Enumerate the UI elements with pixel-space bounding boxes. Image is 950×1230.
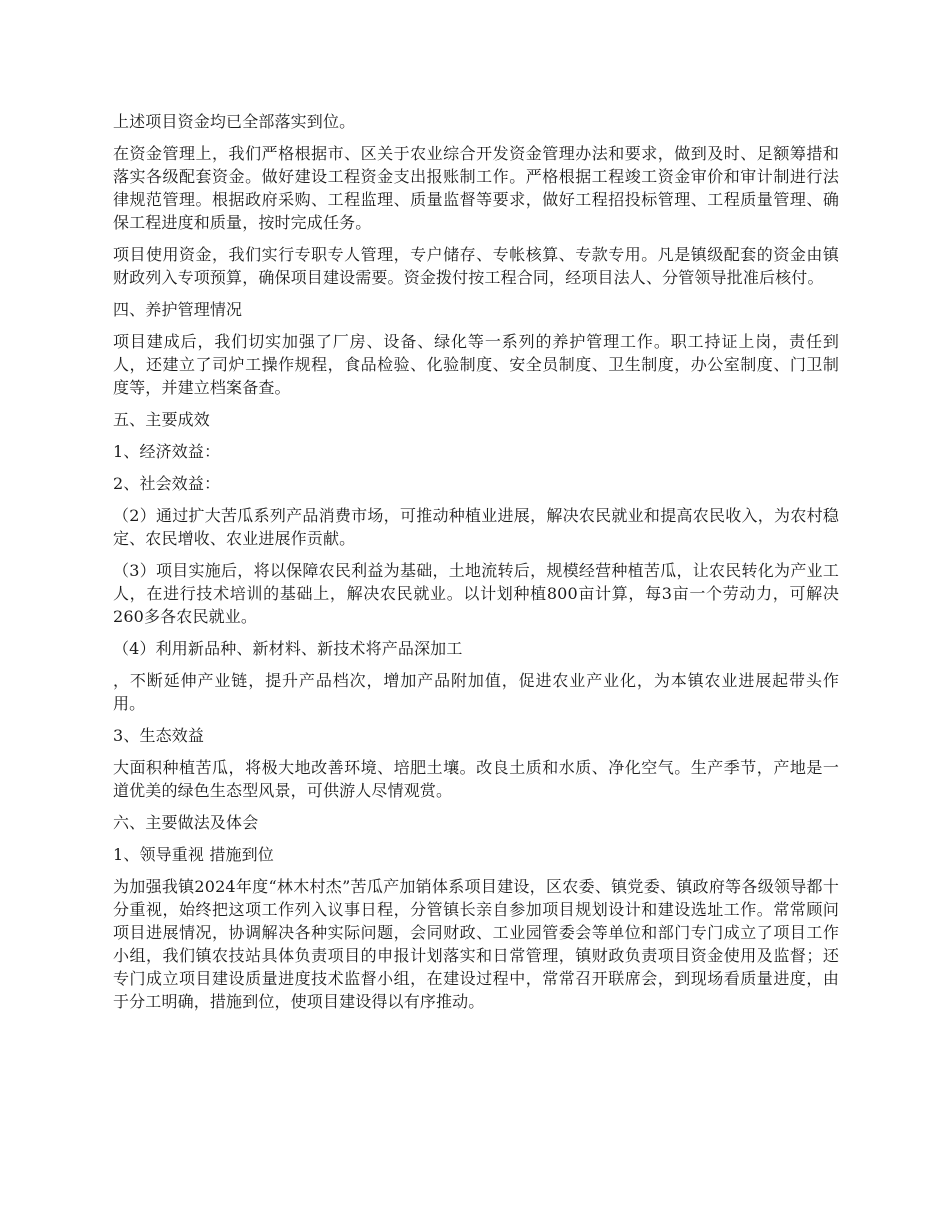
paragraph-maintenance: 项目建成后，我们切实加强了厂房、设备、绿化等一系列的养护管理工作。职工持证上岗，责任到人，还建立了司炉工操作规程，食品检验、化验制度、安全员制度、卫生制度，办公室制度、门卫制度等，并建立档案备查。 xyxy=(113,332,839,397)
paragraph-funds-in-place: 上述项目资金均已全部落实到位。 xyxy=(113,112,356,131)
subheading-social-benefit: 2、社会效益： xyxy=(113,474,221,493)
paragraph-social-4-continued: ，不断延伸产业链，提升产品档次，增加产品附加值，促进农业产业化，为本镇农业进展起带头作用。 xyxy=(113,671,839,713)
heading-main-results: 五、主要成效 xyxy=(113,410,210,429)
paragraph-fund-management: 在资金管理上，我们严格根据市、区关于农业综合开发资金管理办法和要求，做到及时、足额筹措和落实各级配套资金。做好建设工程资金支出报账制工作。严格根据工程竣工资金审价和审计制进行法律规范管理。根据政府采购、工程监理、质量监督等要求，做好工程招投标管理、工程质量管理、确保工程进度和质量，按时完成任务。 xyxy=(113,144,839,232)
paragraph-fund-usage: 项目使用资金，我们实行专职专人管理，专户储存、专帐核算、专款专用。凡是镇级配套的资金由镇财政列入专项预算，确保项目建设需要。资金拨付按工程合同，经项目法人、分管领导批准后核付。 xyxy=(113,245,839,287)
document-body xyxy=(113,110,839,1022)
paragraph-social-3: （3）项目实施后，将以保障农民利益为基础，土地流转后，规模经营种植苦瓜，让农民转化为产业工人，在进行技术培训的基础上，解决农民就业。以计划种植800亩计算，每3亩一个劳动力，可解决260多各农民就业。 xyxy=(113,561,839,626)
subheading-ecological-benefit: 3、生态效益 xyxy=(113,726,205,745)
heading-maintenance: 四、养护管理情况 xyxy=(113,300,243,319)
subheading-leadership: 1、领导重视 措施到位 xyxy=(113,845,274,864)
heading-practices: 六、主要做法及体会 xyxy=(113,813,259,832)
paragraph-leadership: 为加强我镇2024年度“林木村杰”苦瓜产加销体系项目建设，区农委、镇党委、镇政府等各级领导都十分重视，始终把这项工作列入议事日程，分管镇长亲自参加项目规划设计和建设选址工作。常常顾问项目进展情况，协调解决各种实际问题，会同财政、工业园管委会等单位和部门专门成立了项目工作小组，我们镇农技站具体负责项目的申报计划落实和日常管理，镇财政负责项目资金使用及监督；还专门成立项目建设质量进度技术监督小组，在建设过程中，常常召开联席会，到现场看质量进度，由于分工明确，措施到位，使项目建设得以有序推动。 xyxy=(113,877,839,1011)
paragraph-social-4: （4）利用新品种、新材料、新技术将产品深加工 xyxy=(113,639,463,658)
subheading-economic-benefit: 1、经济效益： xyxy=(113,442,221,461)
paragraph-social-2: （2）通过扩大苦瓜系列产品消费市场，可推动种植业进展，解决农民就业和提高农民收入，为农村稳定、农民增收、农业进展作贡献。 xyxy=(113,506,839,548)
paragraph-ecological: 大面积种植苦瓜，将极大地改善环境、培肥土壤。改良土质和水质、净化空气。生产季节，产地是一道优美的绿色生态型风景，可供游人尽情观赏。 xyxy=(113,758,839,800)
